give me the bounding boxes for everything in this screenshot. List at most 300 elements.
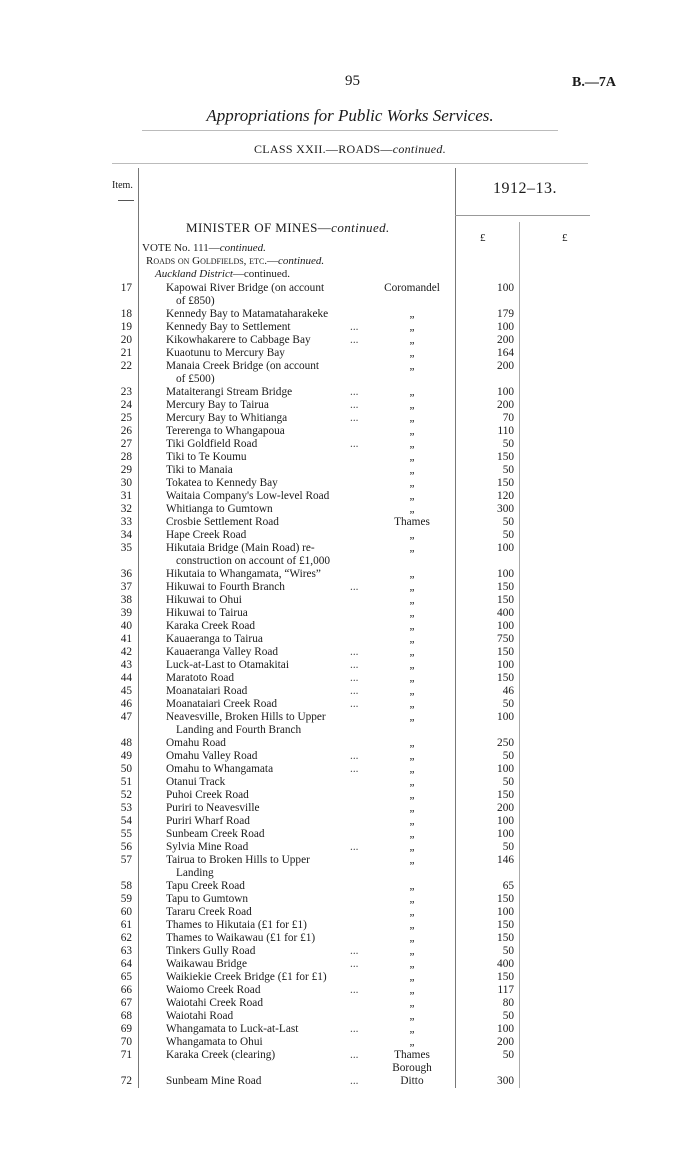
item-amount: 50: [502, 1049, 514, 1061]
table-row: [0, 971, 700, 984]
vote-heading-main: VOTE No. 111—: [142, 242, 220, 254]
roads-heading-main: Roads on Goldfields, etc.—: [146, 255, 279, 267]
table-row: [0, 1049, 700, 1062]
table-row: [0, 633, 700, 646]
item-number: 44: [120, 672, 132, 684]
district-heading: [155, 268, 290, 280]
item-locality: „: [409, 633, 415, 645]
item-number: 67: [120, 997, 132, 1009]
leader-dots: ...: [350, 750, 359, 762]
item-locality: „: [409, 711, 415, 723]
item-locality: Ditto: [400, 1075, 424, 1087]
table-row: [0, 516, 700, 529]
item-locality: „: [409, 321, 415, 333]
item-amount: 200: [497, 802, 514, 814]
item-locality: „: [409, 997, 415, 1009]
item-locality: „: [409, 529, 415, 541]
item-amount: 150: [497, 672, 514, 684]
table-row: [0, 1036, 700, 1049]
item-locality: „: [409, 958, 415, 970]
item-amount: 164: [497, 347, 514, 359]
leader-dots: ...: [350, 841, 359, 853]
item-number: 47: [120, 711, 132, 723]
item-amount: 100: [497, 828, 514, 840]
item-amount: 80: [502, 997, 514, 1009]
item-description-continued: of £500): [176, 373, 215, 385]
leader-dots: ...: [350, 321, 359, 333]
item-locality: „: [409, 646, 415, 658]
item-description: Omahu to Whangamata: [166, 763, 274, 775]
item-amount: 150: [497, 477, 514, 489]
item-description: Whangamata to Luck-at-Last: [166, 1023, 299, 1035]
item-locality: „: [409, 776, 415, 788]
item-description-continued: of £850): [176, 295, 215, 307]
item-number: 52: [120, 789, 132, 801]
item-amount: 200: [497, 334, 514, 346]
roads-heading: [146, 255, 324, 267]
table-row: [0, 646, 700, 659]
item-number: 22: [120, 360, 132, 372]
item-number: 72: [120, 1075, 132, 1087]
item-locality: „: [409, 1010, 415, 1022]
item-number: 17: [120, 282, 132, 294]
page-title: Appropriations for Public Works Services.: [206, 106, 494, 125]
table-row: [0, 737, 700, 750]
leader-dots: ...: [350, 958, 359, 970]
item-number: 39: [120, 607, 132, 619]
item-description: Moanataiari Creek Road: [166, 698, 278, 710]
item-description: Kauaeranga Valley Road: [166, 646, 279, 658]
item-description: Puriri Wharf Road: [166, 815, 250, 827]
item-number: 54: [120, 815, 132, 827]
item-locality: „: [409, 880, 415, 892]
item-number: 31: [120, 490, 132, 502]
item-description: Puriri to Neavesville: [166, 802, 260, 814]
item-description: Kennedy Bay to Settlement: [166, 321, 291, 333]
item-description: Waiomo Creek Road: [166, 984, 261, 996]
item-number: 71: [120, 1049, 132, 1061]
item-description: Hikuwai to Fourth Branch: [166, 581, 285, 593]
item-locality: „: [409, 659, 415, 671]
year-underline: [455, 215, 590, 216]
table-row: [0, 282, 700, 295]
item-amount: 100: [497, 620, 514, 632]
table-row: [0, 776, 700, 789]
item-description: Mataiterangi Stream Bridge: [166, 386, 293, 398]
item-locality: „: [409, 854, 415, 866]
item-locality: „: [409, 672, 415, 684]
item-number: 70: [120, 1036, 132, 1048]
item-description: Hikutaia to Whangamata, “Wires”: [166, 568, 321, 580]
item-description: Mercury Bay to Tairua: [166, 399, 269, 411]
item-locality: „: [409, 685, 415, 697]
item-amount: 120: [497, 490, 514, 502]
item-description: Manaia Creek Bridge (on account: [166, 360, 320, 372]
item-locality: „: [409, 412, 415, 424]
item-number: 42: [120, 646, 132, 658]
item-locality: „: [409, 919, 415, 931]
item-number: 56: [120, 841, 132, 853]
item-locality: „: [409, 932, 415, 944]
table-row: [0, 854, 700, 867]
item-number: 24: [120, 399, 132, 411]
leader-dots: ...: [350, 412, 359, 424]
item-amount: 100: [497, 386, 514, 398]
item-number: 35: [120, 542, 132, 554]
table-row: [0, 841, 700, 854]
currency-symbol-1: £: [480, 232, 486, 244]
item-description: Karaka Creek (clearing): [166, 1049, 276, 1061]
item-amount: 250: [497, 737, 514, 749]
leader-dots: ...: [350, 646, 359, 658]
item-amount: 200: [497, 399, 514, 411]
table-row: [0, 698, 700, 711]
item-amount: 150: [497, 451, 514, 463]
item-description: Tapu Creek Road: [166, 880, 245, 892]
item-number: 65: [120, 971, 132, 983]
item-number: 45: [120, 685, 132, 697]
item-number: 60: [120, 906, 132, 918]
roads-heading-continued: continued.: [278, 255, 325, 267]
item-description: Kuaotunu to Mercury Bay: [166, 347, 285, 359]
table-row: [0, 672, 700, 685]
item-description: Sunbeam Mine Road: [166, 1075, 262, 1087]
table-row: [0, 347, 700, 360]
item-description: Omahu Valley Road: [166, 750, 258, 762]
currency-symbol-2: £: [562, 232, 568, 244]
item-number: 36: [120, 568, 132, 580]
item-amount: 100: [497, 906, 514, 918]
leader-dots: ...: [350, 698, 359, 710]
vote-heading-continued: continued.: [219, 242, 266, 254]
item-locality: „: [409, 451, 415, 463]
item-description: Omahu Road: [166, 737, 226, 749]
minister-heading-main: MINISTER OF MINES—: [186, 220, 332, 235]
item-amount: 300: [497, 1075, 514, 1087]
table-row: [0, 919, 700, 932]
table-row: [0, 932, 700, 945]
item-amount: 50: [502, 945, 514, 957]
table-row: [0, 581, 700, 594]
item-number: 61: [120, 919, 132, 931]
table-row: [0, 620, 700, 633]
table-row: [0, 399, 700, 412]
item-locality: „: [409, 581, 415, 593]
item-locality: „: [409, 620, 415, 632]
class-heading-main: CLASS XXII.—ROADS—: [253, 142, 393, 156]
item-amount: 150: [497, 919, 514, 931]
item-description: Tokatea to Kennedy Bay: [166, 477, 278, 489]
item-description: Waitaia Company's Low-level Road: [166, 490, 330, 502]
item-number: 64: [120, 958, 132, 970]
item-number: 55: [120, 828, 132, 840]
item-number: 49: [120, 750, 132, 762]
item-locality: „: [409, 568, 415, 580]
item-amount: 150: [497, 581, 514, 593]
leader-dots: ...: [350, 399, 359, 411]
item-description: Waiotahi Creek Road: [166, 997, 263, 1009]
table-row: [0, 997, 700, 1010]
item-locality: „: [409, 906, 415, 918]
item-number: 40: [120, 620, 132, 632]
item-number: 30: [120, 477, 132, 489]
item-locality: „: [409, 802, 415, 814]
item-number: 68: [120, 1010, 132, 1022]
leader-dots: ...: [350, 386, 359, 398]
item-number: 66: [120, 984, 132, 996]
item-amount: 100: [497, 321, 514, 333]
item-locality: „: [409, 399, 415, 411]
table-row: [0, 945, 700, 958]
item-amount: 200: [497, 360, 514, 372]
item-amount: 150: [497, 646, 514, 658]
table-row: [0, 594, 700, 607]
table-row: [0, 412, 700, 425]
item-amount: 65: [502, 880, 514, 892]
item-amount: 400: [497, 607, 514, 619]
leader-dots: ...: [350, 334, 359, 346]
item-number: 46: [120, 698, 132, 710]
item-locality: „: [409, 594, 415, 606]
leader-dots: ...: [350, 984, 359, 996]
item-amount: 50: [502, 1010, 514, 1022]
page-number: 95: [345, 73, 360, 89]
table-row: [0, 607, 700, 620]
item-locality: „: [409, 438, 415, 450]
item-locality: „: [409, 971, 415, 983]
item-amount: 50: [502, 750, 514, 762]
item-number: 43: [120, 659, 132, 671]
leader-dots: ...: [350, 659, 359, 671]
table-row: [0, 958, 700, 971]
item-locality: „: [409, 945, 415, 957]
item-description: Tiki to Te Koumu: [166, 451, 247, 463]
class-heading: [0, 142, 700, 157]
item-number: 48: [120, 737, 132, 749]
item-description: Moanataiari Road: [166, 685, 248, 697]
item-number: 26: [120, 425, 132, 437]
table-row: [0, 451, 700, 464]
table-row: [0, 1023, 700, 1036]
item-number: 62: [120, 932, 132, 944]
item-description: Thames to Hikutaia (£1 for £1): [166, 919, 307, 931]
item-description-continued: Landing: [176, 867, 214, 879]
item-description: Hikuwai to Tairua: [166, 607, 248, 619]
minister-heading: [186, 220, 390, 236]
leader-dots: ...: [350, 672, 359, 684]
item-number: 38: [120, 594, 132, 606]
class-heading-continued: continued.: [392, 142, 447, 156]
table-row: [0, 490, 700, 503]
item-description: Tairua to Broken Hills to Upper: [166, 854, 310, 866]
table-row: [0, 529, 700, 542]
leader-dots: ...: [350, 1049, 359, 1061]
item-number: 58: [120, 880, 132, 892]
item-amount: 50: [502, 464, 514, 476]
item-description: Whangamata to Ohui: [166, 1036, 263, 1048]
item-description-continued: construction on account of £1,000: [176, 555, 331, 567]
item-number: 57: [120, 854, 132, 866]
item-locality: „: [409, 477, 415, 489]
table-row: [0, 659, 700, 672]
table-row: [0, 984, 700, 997]
item-amount: 110: [497, 425, 514, 437]
table-row: [0, 893, 700, 906]
item-description: Waiotahi Road: [166, 1010, 234, 1022]
leader-dots: ...: [350, 438, 359, 450]
item-description: Tiki Goldfield Road: [166, 438, 258, 450]
leader-dots: ...: [350, 945, 359, 957]
item-description: Karaka Creek Road: [166, 620, 256, 632]
item-header-rule: [118, 200, 134, 201]
leader-dots: ...: [350, 1023, 359, 1035]
item-number: 63: [120, 945, 132, 957]
item-number: 69: [120, 1023, 132, 1035]
item-locality-continued: Borough: [392, 1062, 432, 1074]
table-row: [0, 802, 700, 815]
item-amount: 50: [502, 438, 514, 450]
item-description: Tiki to Manaia: [166, 464, 233, 476]
item-number: 29: [120, 464, 132, 476]
item-column-header: Item.: [112, 180, 133, 191]
item-locality: „: [409, 464, 415, 476]
item-description: Hikutaia Bridge (Main Road) re-: [166, 542, 315, 554]
item-description: Kapowai River Bridge (on account: [166, 282, 325, 294]
item-locality: „: [409, 737, 415, 749]
table-row: [0, 828, 700, 841]
item-number: 34: [120, 529, 132, 541]
table-row: [0, 386, 700, 399]
leader-dots: ...: [350, 685, 359, 697]
header-rule: [112, 163, 588, 164]
item-amount: 100: [497, 659, 514, 671]
item-number: 37: [120, 581, 132, 593]
item-amount: 400: [497, 958, 514, 970]
table-row: [0, 880, 700, 893]
item-amount: 150: [497, 789, 514, 801]
item-amount: 117: [497, 984, 514, 996]
leader-dots: ...: [350, 581, 359, 593]
item-number: 25: [120, 412, 132, 424]
item-number: 23: [120, 386, 132, 398]
table-row: [0, 1075, 700, 1088]
table-row: [0, 1010, 700, 1023]
item-amount: 50: [502, 516, 514, 528]
item-description: Mercury Bay to Whitianga: [166, 412, 288, 424]
table-row: [0, 906, 700, 919]
item-description: Thames to Waikawau (£1 for £1): [166, 932, 316, 944]
item-description: Hape Creek Road: [166, 529, 247, 541]
item-locality: „: [409, 490, 415, 502]
item-description: Waikiekie Creek Bridge (£1 for £1): [166, 971, 327, 983]
item-locality: „: [409, 425, 415, 437]
item-locality: „: [409, 542, 415, 554]
item-number: 19: [120, 321, 132, 333]
table-row: [0, 360, 700, 373]
item-description: Whitianga to Gumtown: [166, 503, 273, 515]
item-description: Kennedy Bay to Matamataharakeke: [166, 308, 329, 320]
item-locality: „: [409, 893, 415, 905]
item-description: Neavesville, Broken Hills to Upper: [166, 711, 326, 723]
item-description: Tinkers Gully Road: [166, 945, 256, 957]
item-locality: „: [409, 360, 415, 372]
item-locality: „: [409, 347, 415, 359]
item-number: 28: [120, 451, 132, 463]
item-amount: 179: [497, 308, 514, 320]
item-locality: „: [409, 308, 415, 320]
item-number: 51: [120, 776, 132, 788]
item-locality: „: [409, 503, 415, 515]
minister-heading-continued: continued.: [331, 220, 390, 235]
table-row: [0, 815, 700, 828]
item-amount: 100: [497, 568, 514, 580]
item-amount: 50: [502, 529, 514, 541]
item-description: Sunbeam Creek Road: [166, 828, 265, 840]
item-locality: „: [409, 828, 415, 840]
item-locality: „: [409, 698, 415, 710]
item-amount: 50: [502, 776, 514, 788]
table-row: [0, 425, 700, 438]
item-locality: „: [409, 1023, 415, 1035]
item-number: 18: [120, 308, 132, 320]
table-row: [0, 321, 700, 334]
vote-heading: [142, 242, 266, 254]
item-amount: 146: [497, 854, 514, 866]
item-amount: 150: [497, 893, 514, 905]
item-description-continued: Landing and Fourth Branch: [176, 724, 302, 736]
table-row: [0, 711, 700, 724]
item-locality: „: [409, 1036, 415, 1048]
table-row: [0, 438, 700, 451]
table-row: [0, 464, 700, 477]
district-heading-main: Auckland District: [155, 268, 233, 280]
item-description: Maratoto Road: [166, 672, 235, 684]
item-description: Tararu Creek Road: [166, 906, 252, 918]
item-description: Tapu to Gumtown: [166, 893, 249, 905]
item-number: 33: [120, 516, 132, 528]
item-number: 53: [120, 802, 132, 814]
item-description: Crosbie Settlement Road: [166, 516, 279, 528]
item-locality: „: [409, 386, 415, 398]
item-locality: „: [409, 607, 415, 619]
item-locality: „: [409, 984, 415, 996]
item-amount: 50: [502, 698, 514, 710]
year-column-header: 1912–13.: [493, 180, 557, 197]
item-locality: „: [409, 750, 415, 762]
item-number: 21: [120, 347, 132, 359]
item-locality: Thames: [394, 516, 430, 528]
item-description: Tererenga to Whangapoua: [166, 425, 285, 437]
district-heading-continued: —continued.: [232, 268, 291, 280]
item-amount: 100: [497, 1023, 514, 1035]
item-amount: 100: [497, 815, 514, 827]
item-amount: 150: [497, 594, 514, 606]
leader-dots: ...: [350, 763, 359, 775]
item-number: 41: [120, 633, 132, 645]
item-description: Luck-at-Last to Otamakitai: [166, 659, 289, 671]
item-number: 32: [120, 503, 132, 515]
item-number: 20: [120, 334, 132, 346]
item-description: Kauaeranga to Tairua: [166, 633, 263, 645]
item-amount: 50: [502, 841, 514, 853]
table-row: [0, 477, 700, 490]
item-amount: 300: [497, 503, 514, 515]
item-amount: 70: [502, 412, 514, 424]
item-locality: „: [409, 789, 415, 801]
item-amount: 100: [497, 711, 514, 723]
item-locality: „: [409, 815, 415, 827]
item-number: 59: [120, 893, 132, 905]
